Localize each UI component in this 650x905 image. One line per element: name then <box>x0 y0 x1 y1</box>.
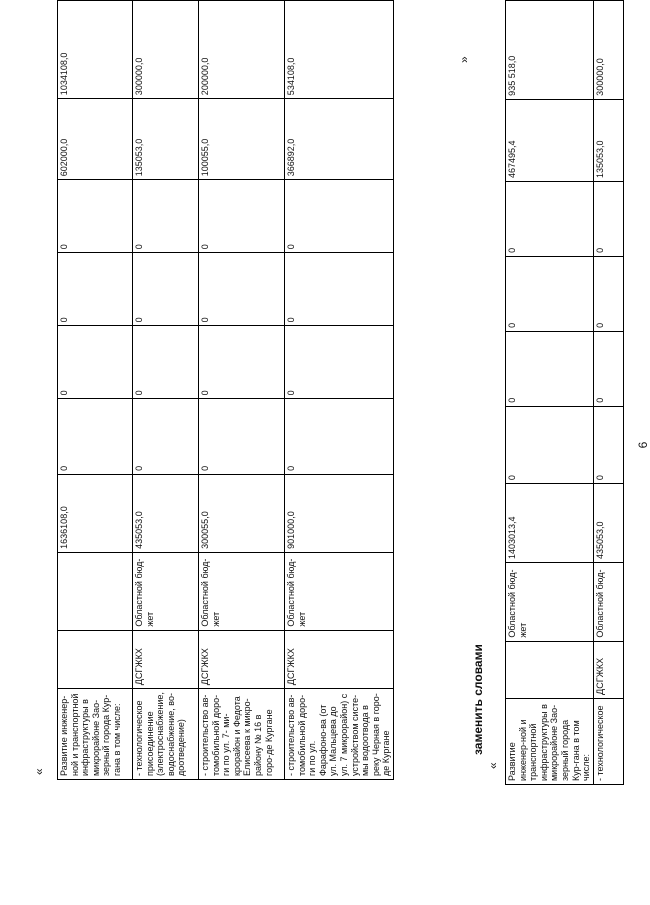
table-row <box>506 1 594 785</box>
table-cell: 366892,0 <box>285 99 394 180</box>
table-cell: 300000,0 <box>133 1 199 99</box>
table-cell: - строительство ав-томобильной доро-ги по ул. 7- ми-крорайон и Федота Елисеева к микро-району № 16 в горо-де Кургане <box>199 689 285 780</box>
table-row <box>133 1 199 780</box>
table-row <box>58 1 133 780</box>
table-cell: 0 <box>285 180 394 253</box>
table-cell: 0 <box>199 399 285 474</box>
table-cell: 0 <box>285 253 394 326</box>
table-cell: Областной бюд- <box>593 563 623 642</box>
page-number: 6 <box>636 441 650 449</box>
table-cell: 135053,0 <box>133 99 199 180</box>
table-cell: 0 <box>285 326 394 399</box>
table-cell: Областной бюд-жет <box>285 552 394 630</box>
table-cell: 200000,0 <box>199 1 285 99</box>
table-cell: Областной бюд-жет <box>506 563 594 642</box>
table-cell: 1403013,4 <box>506 484 594 563</box>
table-cell: 0 <box>58 180 133 253</box>
table-cell: Развитие инженер-ной и транспортной инфраструктуры в микрорайоне Зао-зерный города Кур-гана в том числе: <box>58 689 133 780</box>
table-cell: ДСГЖКХ <box>593 641 623 698</box>
table-cell: - строительство ав-томобильной доро-ги по ул. Фарафоно-ва (от ул. Мальцева до ул. 7 микрорайон) с устройством систе-мы водоотвода в реку Черная в горо-де Кургане <box>285 689 394 780</box>
table-cell: ДСГЖКХ <box>199 630 285 688</box>
table-cell: 100055,0 <box>199 99 285 180</box>
replacement-table <box>505 0 624 785</box>
table-cell: 300055,0 <box>199 474 285 552</box>
table-cell: 0 <box>593 181 623 256</box>
table-cell <box>58 552 133 630</box>
table-cell: 435053,0 <box>593 484 623 563</box>
table-cell: 0 <box>593 256 623 331</box>
table-cell: Областной бюд-жет <box>199 552 285 630</box>
closing-quote: » <box>457 56 471 63</box>
table-cell: - технологическое <box>593 698 623 784</box>
table-cell <box>506 641 594 698</box>
table-cell: ДСГЖКХ <box>285 630 394 688</box>
table-cell: Областной бюд-жет <box>133 552 199 630</box>
table-cell: 0 <box>506 406 594 483</box>
table-cell: 300000,0 <box>593 1 623 100</box>
table-cell: - технологическое присоединение (электроснабжение, водоснабжение, во-доотведение) <box>133 689 199 780</box>
opening-quote: « <box>32 768 46 775</box>
table-cell: ДСГЖКХ <box>133 630 199 688</box>
table-cell: 0 <box>199 326 285 399</box>
table-cell: 0 <box>285 399 394 474</box>
table-cell: 0 <box>133 326 199 399</box>
table-cell: 602000,0 <box>58 99 133 180</box>
table-cell: 0 <box>58 326 133 399</box>
table-cell: 435053,0 <box>133 474 199 552</box>
table-cell: 1636108,0 <box>58 474 133 552</box>
table-cell: 0 <box>506 181 594 256</box>
table-cell: 0 <box>199 253 285 326</box>
table-cell: 0 <box>133 399 199 474</box>
table-cell: 0 <box>506 256 594 331</box>
table-cell: 467495,4 <box>506 99 594 181</box>
table-cell: 1034108,0 <box>58 1 133 99</box>
table-cell: 534108,0 <box>285 1 394 99</box>
replace-heading: заменить словами <box>471 644 485 755</box>
original-table <box>57 0 394 780</box>
table-cell: 0 <box>593 331 623 406</box>
table-cell: 0 <box>199 180 285 253</box>
table-cell: 0 <box>593 406 623 483</box>
table-row <box>285 1 394 780</box>
table-cell <box>58 630 133 688</box>
table-cell: 0 <box>133 253 199 326</box>
table-row <box>593 1 623 785</box>
opening-quote: « <box>486 762 500 769</box>
table-cell: 0 <box>58 253 133 326</box>
table-cell: 135053,0 <box>593 99 623 181</box>
table-cell: 0 <box>58 399 133 474</box>
table-row <box>199 1 285 780</box>
table-cell: Развитие инженер-ной и транспортной инфраструктуры в микрорайоне Зао-зерный города Кур-гана в том числе: <box>506 698 594 784</box>
table-cell: 935 518,0 <box>506 1 594 100</box>
table-cell: 0 <box>133 180 199 253</box>
table-cell: 901000,0 <box>285 474 394 552</box>
table-cell: 0 <box>506 331 594 406</box>
